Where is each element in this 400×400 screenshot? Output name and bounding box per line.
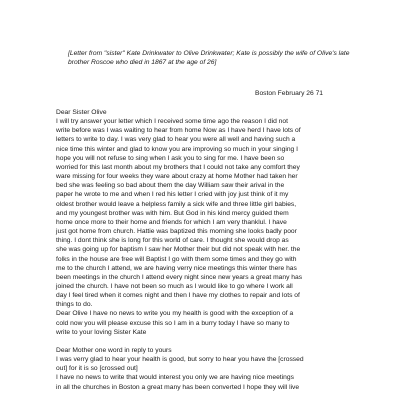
- letter-body: [56, 108, 374, 392]
- letter-line: ware missing for four weeks they ware about crazy at home Mother had taken her: [56, 173, 298, 181]
- editorial-note: [Letter from "sister" Kate Drinkwater to Olive Drinkwater; Kate is possibly the wife of Olive's late brother Roscoe who died in 1867 at the age of 26]: [68, 50, 350, 66]
- letter-line: me to the church I attend, we are having verry nice meetings this winter there has: [56, 264, 297, 272]
- letter-line: folks in the house are free will Baptist I go with them some times and they go with: [56, 255, 297, 263]
- letter-line: and my youngest brother was with him. But God in his kind mercy guided them: [56, 209, 289, 217]
- letter-line: write to your loving Sister Kate: [56, 328, 147, 336]
- letter-line: nice time this winter and glad to know you are improving so much in your singing I: [56, 145, 298, 153]
- letter-line: cold now you will please excuse this so I am in a burry today I have so many to: [56, 319, 290, 327]
- reply-line: I was verry glad to hear your health is good, but sorry to hear you have the [crossed: [56, 356, 304, 364]
- letter-line: oldest brother would leave a helpless family a sick wife and three little girl babies,: [56, 200, 297, 208]
- letter-line: thing. I dont think she is long for this world of care. I thought she would drop as: [56, 237, 289, 245]
- letter-line: things to do.: [56, 301, 93, 309]
- letter-line: joined the church. I have not been so much as I would like to go where I work all: [56, 282, 293, 290]
- letter-line: day I feel tired when it comes night and then I have my clothes to repair and lots of: [56, 292, 300, 300]
- reply-line: in all the churches in Boston a great many has been converted I hope they will live: [56, 383, 300, 391]
- letter-paragraphs: [56, 117, 374, 337]
- letter-line: write before was I was waiting to hear from home Now as I have herd I have lots of: [56, 127, 301, 135]
- letter-line: bed she was feeling so bad about them the day William saw their arival in the: [56, 182, 285, 190]
- letter-line: hope you will not refuse to sing when I ask you to sing for me. I have been so: [56, 154, 285, 162]
- reply-line: out] for it is so [crossed out]: [56, 365, 138, 373]
- letter-line: Dear Olive I have no news to write you my health is good with the exception of a: [56, 310, 294, 318]
- letter-line: been meetings in the church I attend every night since new years a great many has: [56, 273, 303, 281]
- letter-line: I will try answer your letter which I received some time ago the reason I did not: [56, 118, 288, 126]
- letter-line: she was going up for baptism I saw her Mother their but did not speak with her. the: [56, 246, 301, 254]
- letter-line: paper he wrote to me and when I red his letter I cried with joy just think of it my: [56, 191, 289, 199]
- letter-line: home once more to their home and friends for which I am very thanklul. I have: [56, 218, 287, 226]
- paragraph-gap: [56, 337, 374, 346]
- letter-dateline: Boston February 26 71: [255, 90, 324, 97]
- reply-line: I have no news to write that would interest you only we are having nice meetings: [56, 374, 294, 382]
- letter-salutation: Dear Sister Olive: [56, 109, 107, 116]
- letter-line: letters to write to day. I was very glad to hear you were all well and having such a: [56, 136, 296, 144]
- reply-salutation: Dear Mother one word in reply to yours: [56, 346, 172, 354]
- letter-line: worried for this last month about my brothers that I could not take any comfort they: [56, 163, 300, 171]
- letter-line: just got home from church. Hattie was baptized this morning she looks badly poor: [56, 228, 297, 236]
- reply-paragraphs: [56, 355, 374, 392]
